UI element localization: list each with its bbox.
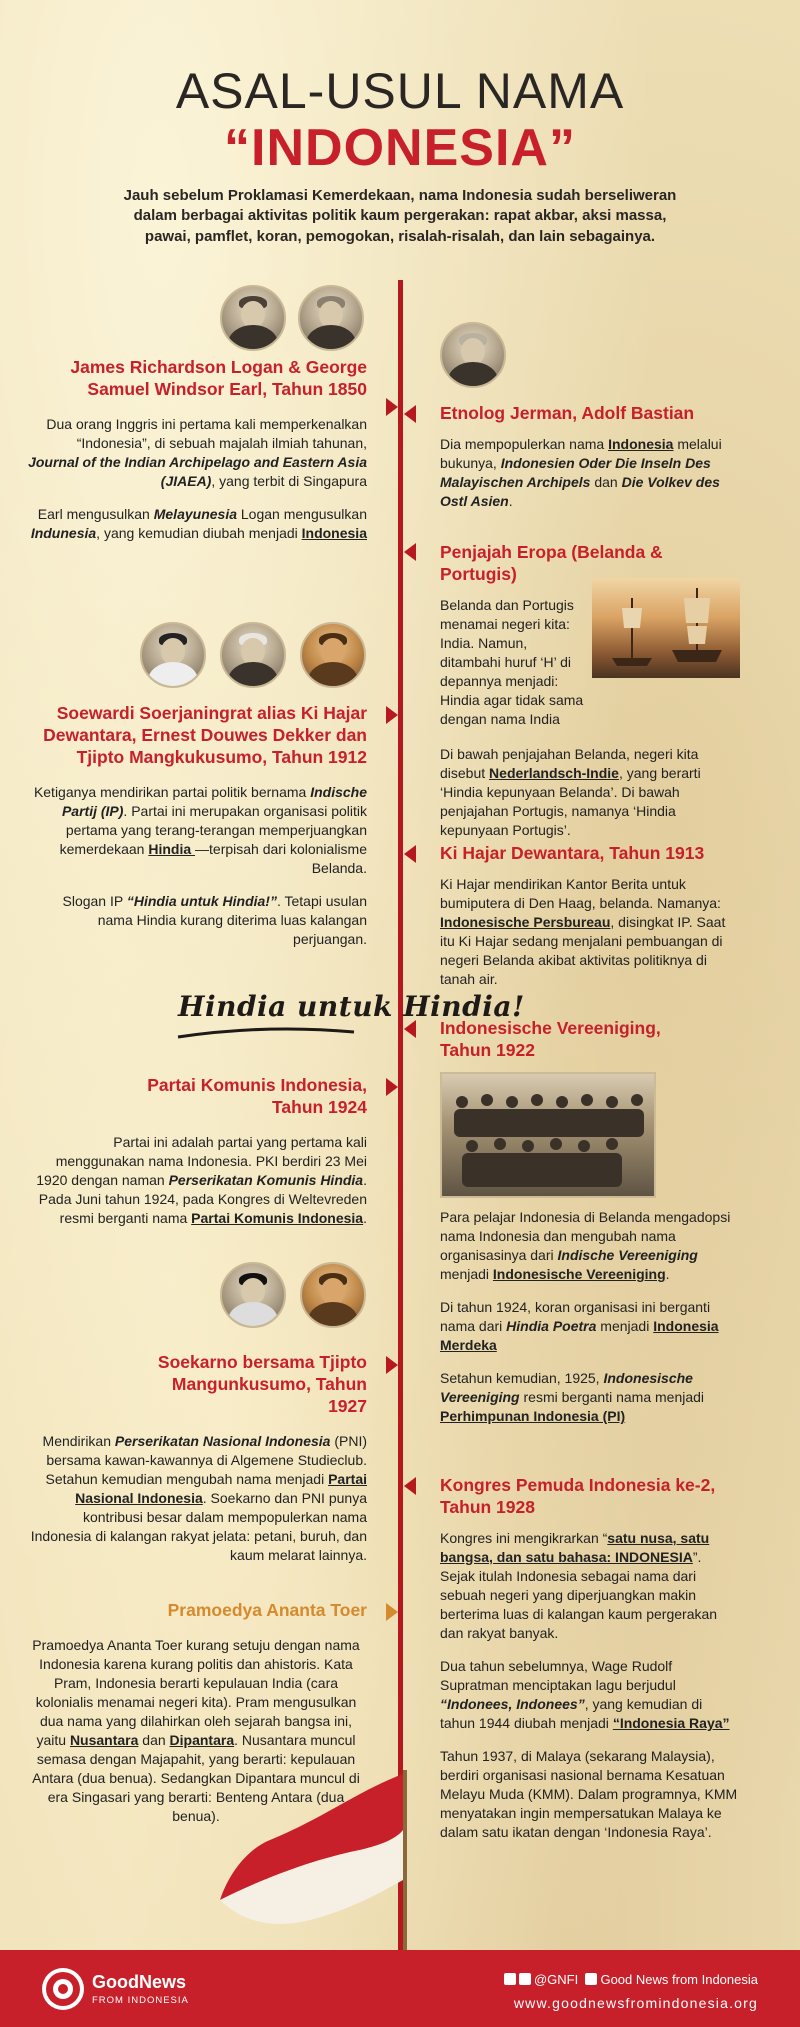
portrait-douwes-dekker bbox=[220, 622, 286, 688]
event-text-2: Di bawah penjajahan Belanda, negeri kita disebut Nederlandsch-Indie, yang berarti ‘Hindia kepunyaan Belanda’. Di bawah penjajahan Portugis, namanya ‘Hindia kepunyaan Portugis’. bbox=[440, 745, 701, 839]
timeline-marker bbox=[386, 1603, 398, 1621]
gnfi-logo-icon bbox=[42, 1968, 84, 2010]
event-text: Para pelajar Indonesia di Belanda mengadopsi nama Indonesia dan mengubah nama organisasinya dari Indische Vereeniging menjadi Indonesische Vereeniging. bbox=[440, 1209, 731, 1283]
event-pki bbox=[25, 1075, 367, 1228]
event-text-3: Tahun 1937, di Malaya (sekarang Malaysia), berdiri organisasi nasional bernama Kesatuan Melayu Muda (KMM). Dalam programnya, KMM menyatakan ingin mempersatukan Malaya ke dalam satu ikatan dengan ‘Indonesia Raya’. bbox=[440, 1748, 738, 1841]
event-indonesische-vereeniging bbox=[440, 1018, 740, 1062]
event-bastian bbox=[440, 403, 740, 511]
portrait-bastian bbox=[440, 322, 506, 388]
event-text: Belanda dan Portugis menamai negeri kita: India. Namun, ditambahi huruf ‘H’ di depannya menjadi: Hindia agar tidak sama dengan nama India bbox=[440, 596, 584, 727]
brand-name: GoodNews bbox=[92, 1972, 187, 1992]
event-kongres-pemuda bbox=[440, 1475, 740, 1842]
event-heading: Indonesische Vereeniging, Tahun 1922 bbox=[440, 1018, 661, 1060]
portrait-ki-hajar bbox=[140, 622, 206, 688]
event-heading: Ki Hajar Dewantara, Tahun 1913 bbox=[440, 843, 705, 863]
event-pni bbox=[25, 1352, 367, 1565]
timeline-marker bbox=[404, 543, 416, 561]
event-heading: Partai Komunis Indonesia, Tahun 1924 bbox=[147, 1075, 367, 1117]
event-text: Ki Hajar mendirikan Kantor Berita untuk bumiputera di Den Haag, belanda. Namanya: Indonesische Persbureau, disingkat IP. Saat itu Ki Hajar sedang menjalani pembuangan di negeri Belanda akibat aktivitas politiknya di tanah air. bbox=[440, 875, 726, 988]
timeline-marker bbox=[386, 1356, 398, 1374]
event-heading: Soewardi Soerjaningrat alias Ki Hajar Dewantara, Ernest Douwes Dekker dan Tjipto Mangkukusumo, Tahun 1912 bbox=[43, 703, 367, 767]
event-text: Dua orang Inggris ini pertama kali memperkenalkan “Indonesia”, di sebuah majalah ilmiah tahunan, Journal of the Indian Archipelago and Eastern Asia (JIAEA), yang terbit di Singapura bbox=[28, 415, 367, 489]
event-heading: Kongres Pemuda Indonesia ke-2, Tahun 1928 bbox=[440, 1475, 716, 1517]
event-text: Mendirikan Perserikatan Nasional Indonesia (PNI) bersama kawan-kawannya di Algemene Studieclub. Setahun kemudian mengubah nama menjadi Partai Nasional Indonesia. Soekarno dan PNI punya kontribusi besar dalam mempopulerkan nama Indonesia di kalangan rakyat jelata: petani, buruh, dan kaum melarat lainnya. bbox=[30, 1432, 367, 1563]
timeline-marker bbox=[404, 1477, 416, 1495]
vereeniging-group-photo bbox=[440, 1072, 656, 1198]
event-text: Partai ini adalah partai yang pertama kali menggunakan nama Indonesia. PKI berdiri 23 Mei 1920 dengan naman Perserikatan Komunis Hindia. Pada Juni tahun 1924, pada Kongres di Weltevreden resmi berganti nama Partai Komunis Indonesia. bbox=[36, 1133, 367, 1226]
event-text: Pramoedya Ananta Toer kurang setuju dengan nama Indonesia karena kurang politis dan ahistoris. Kata Pram, Indonesia berarti kepulauan India (cara kolonialis menamai negeri kita). Pram mengusulkan dua nama yang dilahirkan oleh sejarah bangsa ini, yaitu Nusantara dan Dipantara. Nusantara muncul semasa dengan Majapahit, yang berarti: kepulauan Antara (dua benua). Sedangkan Dipantara muncul di era Singasari yang berarti: Benteng Antara (dua benua). bbox=[32, 1636, 360, 1825]
instagram-icon[interactable] bbox=[519, 1973, 531, 1985]
portrait-earl bbox=[298, 285, 364, 351]
portrait-soekarno bbox=[220, 1262, 286, 1328]
footer-bar bbox=[0, 1950, 800, 2027]
logo-mark bbox=[42, 1968, 84, 2010]
event-text: Dia mempopulerkan nama Indonesia melalui bukunya, Indonesien Oder Die Inseln Des Malayischen Archipels dan Die Volkev des Ostl Asien. bbox=[440, 435, 722, 509]
timeline-marker bbox=[404, 1020, 416, 1038]
timeline-marker bbox=[386, 398, 398, 416]
timeline-marker bbox=[386, 706, 398, 724]
event-persbureau bbox=[440, 843, 740, 989]
facebook-text[interactable]: Good News from Indonesia bbox=[600, 1972, 758, 1987]
slogan-underline bbox=[176, 1026, 356, 1040]
intro-text: Jauh sebelum Proklamasi Kemerdekaan, nama Indonesia sudah berseliweran dalam berbagai aktivitas politik kaum pergerakan: rapat akbar, aksi massa, pawai, pamflet, koran, pemogokan, risalah-risalah, dan lain sebagainya. bbox=[123, 187, 677, 245]
website-link[interactable]: www.goodnewsfromindonesia.org bbox=[513, 1995, 758, 2011]
event-heading: Pramoedya Ananta Toer bbox=[167, 1600, 367, 1620]
event-indische-partij bbox=[25, 703, 367, 949]
event-text-3: Setahun kemudian, 1925, Indonesische Vereeniging resmi berganti nama menjadi Perhimpunan Indonesia (PI) bbox=[440, 1370, 705, 1425]
facebook-icon[interactable] bbox=[585, 1973, 597, 1985]
portrait-tjipto-2 bbox=[300, 1262, 366, 1328]
brand-subtitle: FROM INDONESIA bbox=[92, 1995, 189, 2006]
page-title-line1: ASAL-USUL NAMA bbox=[175, 63, 625, 119]
timeline-marker bbox=[386, 1078, 398, 1096]
event-heading: Penjajah Eropa (Belanda & Portugis) bbox=[440, 542, 663, 584]
slogan-calligraphy: Hindia untuk Hindia! bbox=[178, 990, 525, 1023]
event-text: Ketiganya mendirikan partai politik bernama Indische Partij (IP). Partai ini merupakan organisasi politik pertama yang terang-terangan memperjuangkan kemerdekaan Hindia —terpisah dari kolonialisme Belanda. bbox=[33, 783, 367, 876]
twitter-icon[interactable] bbox=[504, 1973, 516, 1985]
social-handles bbox=[504, 1972, 758, 1987]
event-text-2: Slogan IP “Hindia untuk Hindia!”. Tetapi usulan nama Hindia kurang diterima luas kalangan perjuangan. bbox=[62, 892, 367, 947]
page-title-line2: “INDONESIA” bbox=[224, 119, 576, 177]
indonesia-flag bbox=[200, 1760, 420, 1950]
portrait-tjipto bbox=[300, 622, 366, 688]
timeline-marker bbox=[404, 845, 416, 863]
event-text-2: Dua tahun sebelumnya, Wage Rudolf Supratman menciptakan lagu berjudul “Indonees, Indonees”, yang kemudian di tahun 1944 diubah menjadi “Indonesia Raya” bbox=[440, 1657, 730, 1732]
event-indonesische-vereeniging-text bbox=[440, 1208, 740, 1426]
handle-text[interactable]: @GNFI bbox=[533, 1972, 579, 1987]
event-text-2: Earl mengusulkan Melayunesia Logan mengusulkan Indunesia, yang kemudian diubah menjadi Indonesia bbox=[30, 505, 367, 541]
event-heading: James Richardson Logan & George Samuel Windsor Earl, Tahun 1850 bbox=[70, 357, 367, 399]
portrait-logan bbox=[220, 285, 286, 351]
event-text: Kongres ini mengikrarkan “satu nusa, satu bangsa, dan satu bahasa: INDONESIA”. Sejak itulah Indonesia sebagai nama dari sebuah negeri yang diperjuangkan makin berterima luas di kalangan kaum pergerakan dan rakyat banyak. bbox=[440, 1529, 718, 1641]
event-heading: Soekarno bersama Tjipto Mangunkusumo, Tahun 1927 bbox=[157, 1352, 367, 1416]
ships-illustration bbox=[592, 578, 740, 678]
timeline-marker bbox=[404, 405, 416, 423]
event-heading: Etnolog Jerman, Adolf Bastian bbox=[440, 403, 695, 423]
ships-painting bbox=[592, 578, 740, 678]
group-silhouettes bbox=[442, 1074, 654, 1196]
timeline-line bbox=[398, 280, 403, 1950]
event-logan-earl bbox=[25, 357, 367, 543]
event-text-2: Di tahun 1924, koran organisasi ini berganti nama dari Hindia Poetra menjadi Indonesia Merdeka bbox=[440, 1299, 719, 1354]
